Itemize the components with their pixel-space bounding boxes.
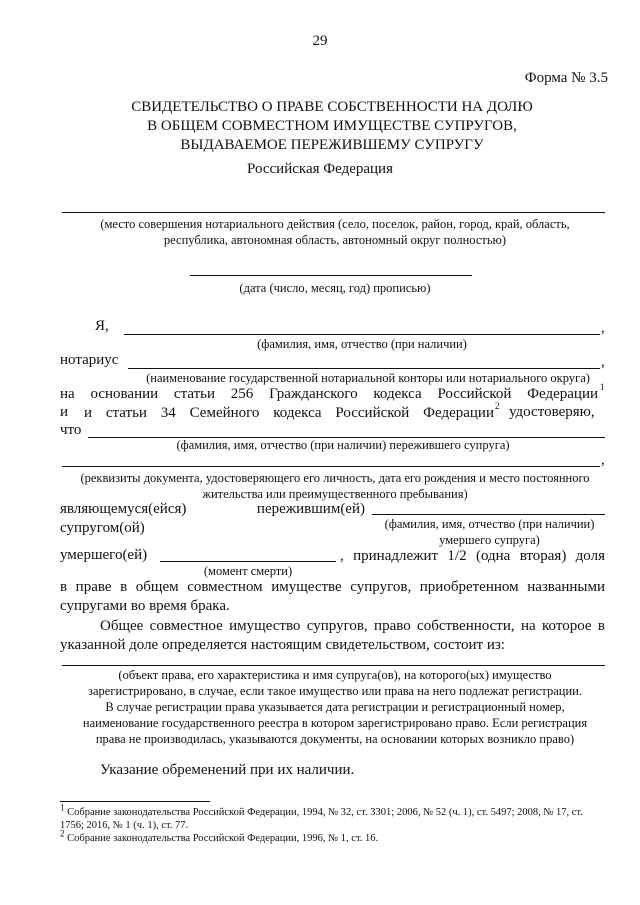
basis-line-2 <box>84 404 494 423</box>
comma: , <box>601 354 605 370</box>
fio-caption: (фамилия, имя, отчество (при наличии) <box>257 337 467 351</box>
id-caption-line: (реквизиты документа, удостоверяющего его личность, дата его рождения и место постоянного <box>80 471 590 485</box>
object-caption-line: наименование государственного реестра в котором зарегистрировано право. Если регистрация <box>82 716 588 730</box>
certify-word: удостоверяю, <box>509 404 595 420</box>
footnote-ref-1: 1 <box>600 382 605 392</box>
ya-label: Я, <box>95 318 109 334</box>
death-caption: (момент смерти) <box>203 564 293 578</box>
notary-office-caption: (наименование государственной нотариальной конторы или нотариального округа) <box>146 371 590 385</box>
surviving-spouse-text <box>60 500 365 538</box>
object-caption-line: В случае регистрации права указывается дата регистрации и регистрационный номер, <box>105 700 565 714</box>
basis-line-2-i: и <box>60 404 69 420</box>
deceased-spouse-line <box>372 514 605 515</box>
property-object-line <box>62 665 605 666</box>
object-caption <box>60 667 610 747</box>
belongs-words: , принадлежит 1/2 (одна вторая) доля <box>340 548 605 564</box>
place-caption-line: республика, автономная область, автономный округ полностью) <box>163 233 507 247</box>
comma: , <box>601 452 605 468</box>
footnote-1-mark: 1 <box>60 802 65 813</box>
footnote-2-mark: 2 <box>60 828 65 839</box>
object-caption-line: (объект права, его характеристика и имя супруга(ов), на которого(ых) имущество <box>118 668 552 682</box>
notary-office-line <box>128 368 600 369</box>
chto-label: что <box>60 422 82 438</box>
comma: , <box>601 320 605 336</box>
title-line: В ОБЩЕМ СОВМЕСТНОМ ИМУЩЕСТВЕ СУПРУГОВ, <box>147 118 517 134</box>
spouse-caption-line: умершего супруга) <box>439 533 540 547</box>
document-title <box>60 98 604 155</box>
footnote-2 <box>60 828 608 845</box>
notary-name-line <box>124 334 600 335</box>
deceased-label: умершего(ей) <box>60 547 148 563</box>
title-line: ВЫДАВАЕМОЕ ПЕРЕЖИВШЕМУ СУПРУГУ <box>180 137 484 153</box>
date-line <box>190 275 472 276</box>
paragraph-2: Общее совместное имущество супругов, право собственности, на которое в указанной доле определяется настоящим свидетельством, состоит из: <box>60 618 605 653</box>
encumbrance-note: Указание обременений при их наличии. <box>100 762 355 778</box>
id-caption-line: жительства или преимущественного пребывания) <box>202 487 468 501</box>
date-caption: (дата (число, месяц, год) прописью) <box>239 281 431 295</box>
spouse-caption <box>372 516 607 548</box>
page-number: 29 <box>312 33 328 49</box>
footnote-1-text: Собрание законодательства Российской Федерации, 1994, № 32, ст. 3301; 2006, № 52 (ч. 1), ст. 5497; 2008, № 17, ст. 1756; 2016, № 1 (ч. 1), ст. 77. <box>60 807 583 831</box>
surviving-text: являющемуся(ейся) пережившим(ей) супругом(ой) <box>60 501 365 536</box>
spouse-caption-line: (фамилия, имя, отчество (при наличии) <box>384 517 595 531</box>
id-details-line <box>62 466 600 467</box>
death-moment-line <box>160 561 336 562</box>
id-caption <box>60 470 610 502</box>
place-caption <box>60 216 610 248</box>
belongs-text <box>340 547 605 566</box>
place-caption-line: (место совершения нотариального действия (село, поселок, район, город, край, область, <box>100 217 570 231</box>
basis-line-1 <box>60 385 598 404</box>
form-label: Форма № 3.5 <box>524 70 608 86</box>
title-line: СВИДЕТЕЛЬСТВО О ПРАВЕ СОБСТВЕННОСТИ НА ДОЛЮ <box>131 99 533 115</box>
footnote-separator <box>60 801 210 802</box>
notary-label: нотариус <box>60 352 119 368</box>
place-line <box>62 212 605 213</box>
surviving-caption: (фамилия, имя, отчество (при наличии) пережившего супруга) <box>176 438 510 452</box>
country-heading: Российская Федерация <box>247 161 393 177</box>
basis-text: на основании статьи 256 Гражданского кодекса Российской Федерации <box>60 386 598 402</box>
footnote-ref-2: 2 <box>495 401 500 411</box>
footnote-1 <box>60 802 608 832</box>
object-caption-line: права не производилась, указываются документы, на основании которых возникло право) <box>95 732 575 746</box>
object-caption-line: зарегистрировано, в случае, если такое имущество или права на него подлежат регистрации. <box>88 684 582 698</box>
footnote-2-text: Собрание законодательства Российской Федерации, 1996, № 1, ст. 16. <box>67 833 379 844</box>
paragraph-1: в праве в общем совместном имуществе супругов, приобретенном названными супругами во время брака. <box>60 579 605 614</box>
basis-text: и статьи 34 Семейного кодекса Российской Федерации <box>84 405 494 421</box>
